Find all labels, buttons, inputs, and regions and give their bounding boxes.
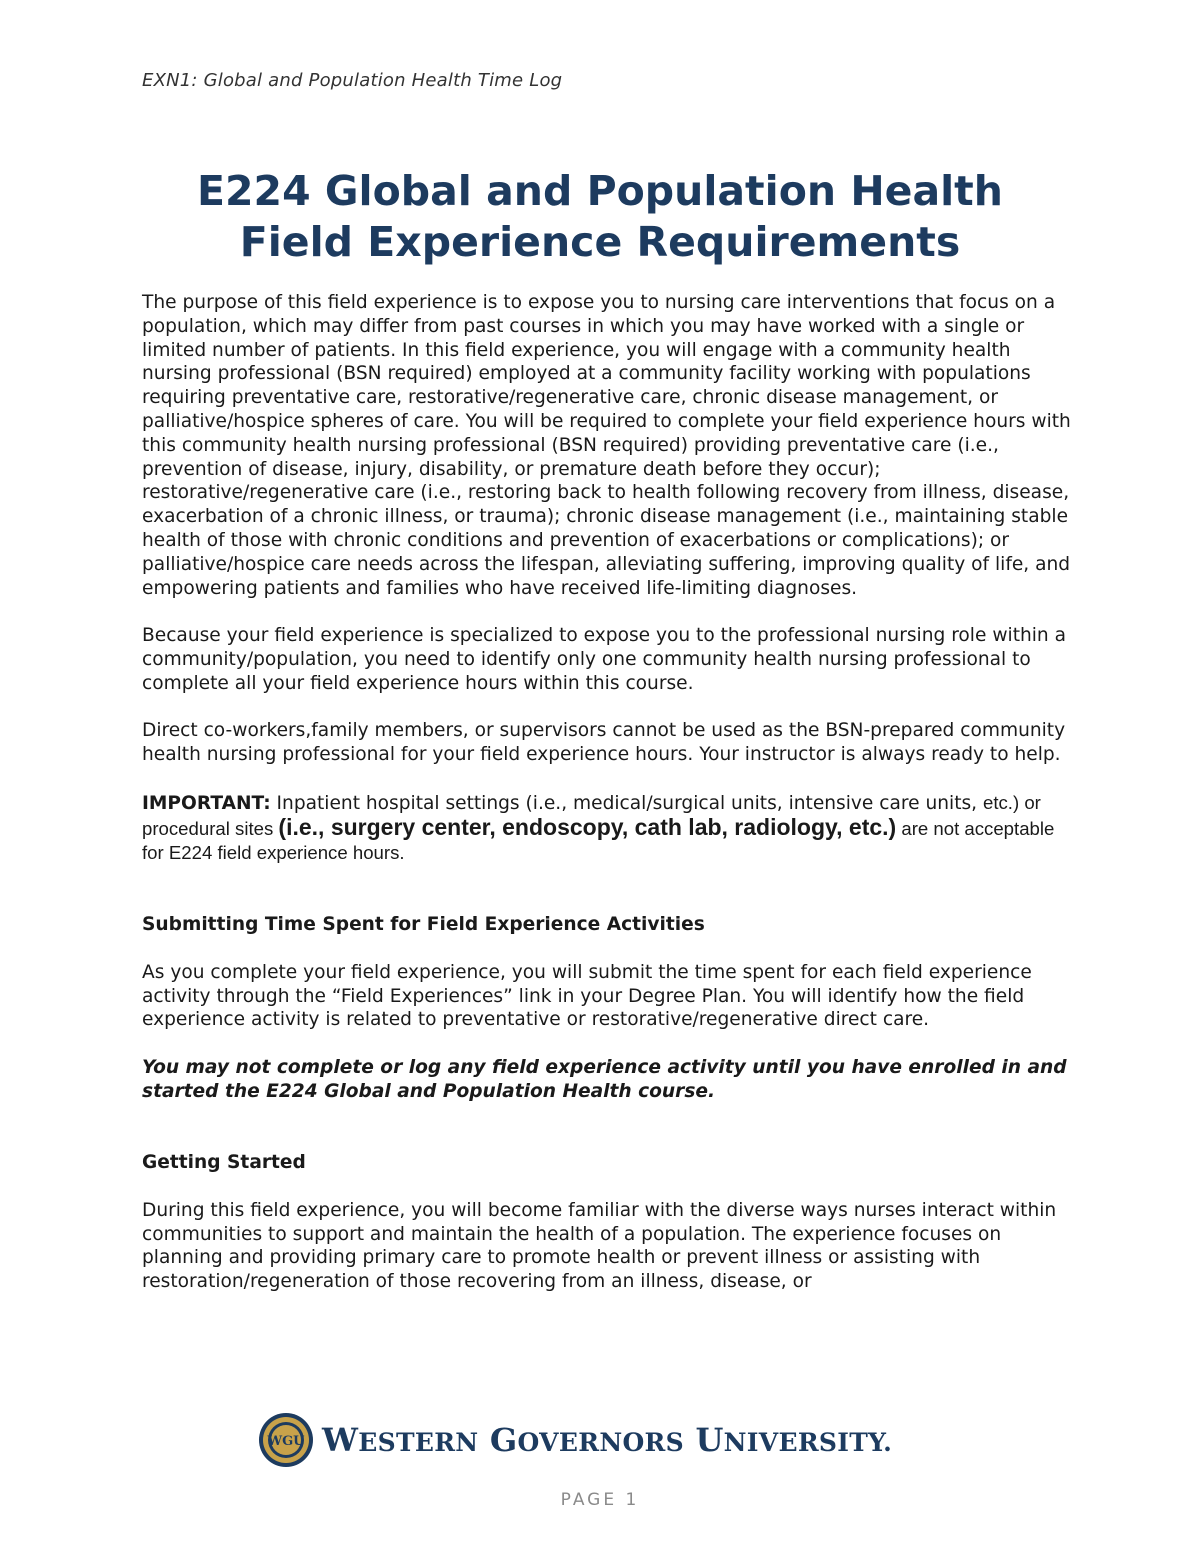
section-heading-submitting: Submitting Time Spent for Field Experience Activities [142, 914, 705, 936]
seal-text: WGU [267, 1434, 305, 1449]
important-paragraph [142, 791, 1077, 866]
specialized-paragraph: Because your field experience is specialized to expose you to the professional nursing role within a community/population, you need to identify only one community health nursing professional to complete all your field experience hours within this course. [142, 625, 1067, 694]
document-body [142, 291, 1077, 1318]
coworkers-paragraph: Direct co-workers,family members, or supervisors cannot be used as the BSN-prepared community health nursing professional for your field experience hours. Your instructor is always ready to help. [142, 720, 1066, 766]
getting-started-paragraph: During this field experience, you will become familiar with the diverse ways nurses interact within communities to support and maintain the health of a population. The experience focuses on planning and providing primary care to promote health or prevent illness or assisting with restoration/regeneration of those recovering from an illness, disease, or [142, 1199, 1057, 1293]
important-label: IMPORTANT: [142, 792, 271, 814]
purpose-paragraph: The purpose of this field experience is to expose you to nursing care interventions that focus on a population, which may differ from past courses in which you may have worked with a single or limited number of patients. In this field experience, you will engage with a community health nursing professional (BSN required) employed at a community facility working with populations requiring preventative care, restorative/regenerative care, chronic disease management, or palliative/hospice spheres of care. You will be required to complete your field experience hours with this community health nursing professional (BSN required) providing preventative care (i.e., prevention of disease, injury, disability, or premature death before they occur); restorative/regenerative care (i.e., restoring back to health following recovery from illness, disease, exacerbation of a chronic illness, or trauma); chronic disease management (i.e., maintaining stable health of those with chronic conditions and prevention of exacerbations or complications); or palliative/hospice care needs across the lifespan, alleviating suffering, improving quality of life, and empowering patients and families who have received life-limiting diagnoses. [142, 292, 1071, 599]
section-heading-getting-started: Getting Started [142, 1152, 306, 1174]
wgu-seal-icon [258, 1412, 314, 1468]
enrollment-notice: You may not complete or log any field experience activity until you have enrolled in and started the E224 Global and Population Health course. [142, 1056, 1067, 1102]
important-text: Inpatient hospital settings (i.e., medical/surgical units, intensive care units, [270, 792, 983, 814]
document-header: EXN1: Global and Population Health Time Log [142, 70, 563, 91]
important-text-2: etc.) or procedural sites [142, 791, 1041, 839]
title-line-2: Field Experience Requirements [239, 218, 961, 266]
title-line-1: E224 Global and Population Health [197, 167, 1003, 215]
page-number: PAGE 1 [560, 1490, 640, 1510]
wgu-logo [258, 1412, 892, 1468]
important-end: are not acceptable for E224 field experience hours. [142, 817, 1055, 864]
wgu-wordmark: WESTERN GOVERNORS UNIVERSITY. [322, 1421, 893, 1459]
page-title [100, 166, 1100, 268]
submitting-paragraph: As you complete your field experience, you will submit the time spent for each field experience activity through the “Field Experiences” link in your Degree Plan. You will identify how the field experience activity is related to preventative or restorative/regenerative direct care. [142, 961, 1032, 1031]
important-procedural-sites: (i.e., surgery center, endoscopy, cath lab, radiology, etc.) [278, 813, 897, 840]
